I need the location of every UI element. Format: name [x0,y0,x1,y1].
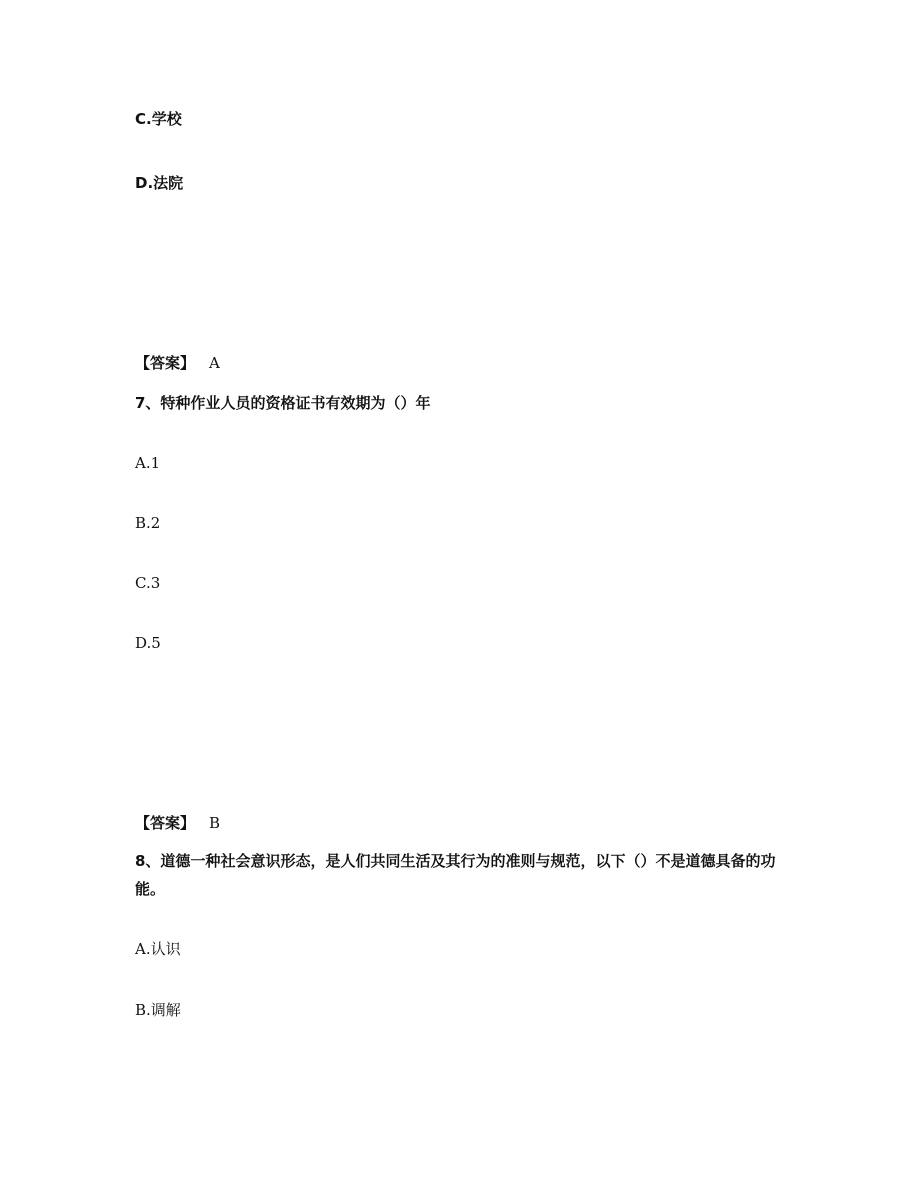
option-d: D.法院 [135,174,184,192]
option-c: C.3 [135,574,161,592]
option-b: B.调解 [135,1001,181,1019]
answer-6 [135,352,220,374]
option-a: A.1 [135,454,161,472]
option-a: A.认识 [135,940,181,958]
option-b: B.2 [135,514,161,532]
answer-7 [135,812,220,834]
answer-value: B [209,814,221,832]
option-d: D.5 [135,634,161,652]
question-text: 8、道德一种社会意识形态，是人们共同生活及其行为的准则与规范，以下（）不是道德具备的功能。 [135,852,776,898]
answer-label: 【答案】 [135,354,196,372]
option-c: C.学校 [135,110,182,128]
question-text: 7、特种作业人员的资格证书有效期为（）年 [135,394,431,412]
answer-label: 【答案】 [135,814,196,832]
answer-value: A [209,354,220,372]
